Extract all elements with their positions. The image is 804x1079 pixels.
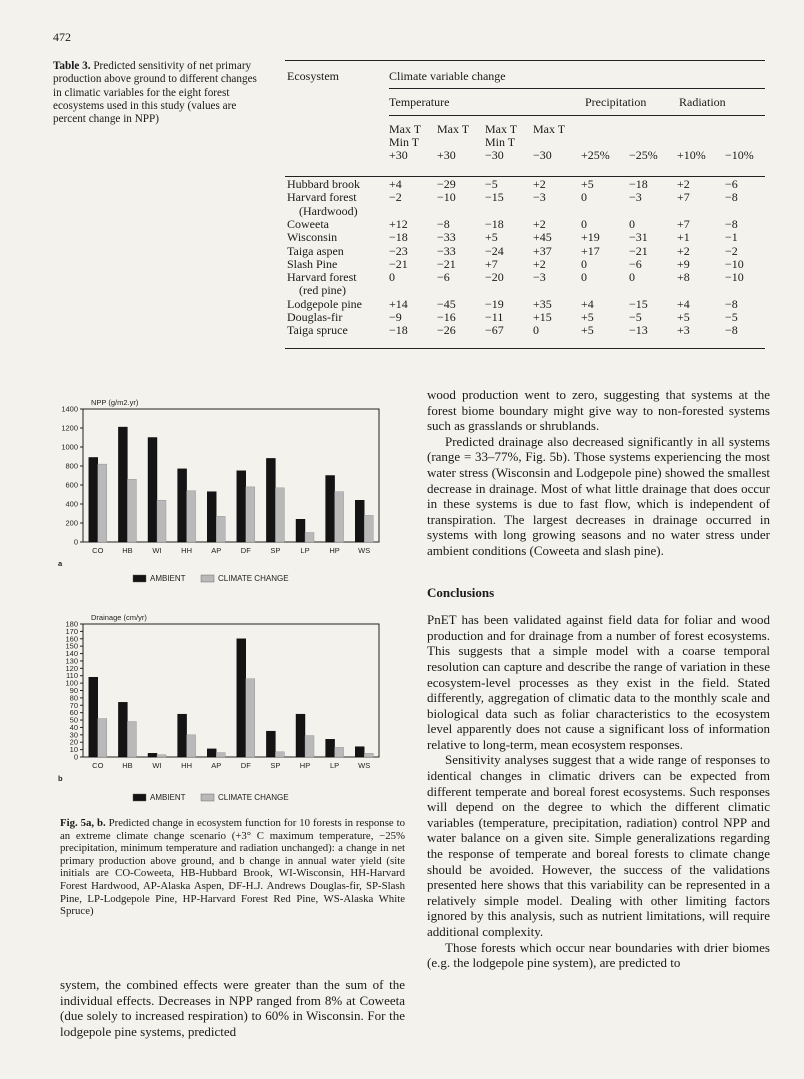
table-cell: −10 [725,256,744,271]
bar-ambient [237,471,246,542]
table-cell: −3 [533,190,546,205]
table-cell: −18 [389,323,408,338]
table-cell: −6 [629,256,642,271]
y-tick-label: 600 [65,480,78,490]
subheader-l1: Max T [437,122,470,136]
bar-ambient [296,519,305,542]
bar-climate-change [157,755,166,757]
row-ecosystem-name: Wisconsin [287,230,338,245]
bar-climate-change [187,491,196,542]
y-tick-label: 200 [65,518,78,528]
table-cell: −15 [629,296,648,311]
table-cell: +2 [533,216,546,231]
table-cell: 0 [389,270,395,285]
y-tick-label: 50 [69,715,78,725]
subheader-l3: +10% [677,148,706,162]
x-tick-label: HB [122,761,133,770]
table-bottom-rule [285,348,765,349]
table-cell: +17 [581,243,600,258]
y-tick-label: 400 [65,499,78,509]
bar-ambient [207,749,216,757]
y-tick-label: 90 [69,686,78,695]
bar-ambient [207,492,216,542]
table-cell: +2 [533,177,546,191]
y-tick-label: 30 [69,730,78,740]
table-cell: −8 [725,216,738,231]
panel-label: b [58,774,63,783]
y-tick-label: 20 [69,737,78,747]
right-column-text [427,387,770,971]
left-column-text [60,977,405,1039]
bar-ambient [178,714,187,757]
x-tick-label: SP [270,761,281,770]
drainage-chart [50,611,390,807]
bar-climate-change [157,500,166,542]
subheader-l1: Max T [485,122,518,136]
table-cell: −1 [725,230,738,245]
subheader-rule [389,115,765,116]
subheader-l2: Min T [389,135,420,149]
table-caption-text: Predicted sensitivity of net primary production above ground to different changes in climatic variables for the eight forest ecosystems used in this study (values are percent change in NPP) [53,60,257,126]
table-cell: +4 [677,296,690,311]
bar-ambient [296,714,305,757]
table-cell: −15 [485,190,504,205]
header-rule [389,88,765,89]
conclusions-paragraph-3: Those forests which occur near boundaries with drier biomes (e.g. the lodgepole pine system), are predicted to [427,939,770,971]
x-tick-label: WS [358,546,371,555]
y-tick-label: 1200 [61,423,78,433]
y-tick-label: 110 [66,671,78,681]
right-paragraph-1: wood production went to zero, suggesting that systems at the forest biome boundary might give way to non-forested systems such as grasslands or shrublands. [427,387,770,434]
bar-ambient [326,476,335,543]
table-cell: 0 [629,216,635,231]
y-tick-label: 120 [65,663,78,673]
chart-title: NPP (g/m2.yr) [91,398,139,407]
bar-ambient [266,731,275,757]
subheader-l3: −30 [533,148,552,162]
table-cell: −9 [389,310,402,324]
table-cell: −67 [485,323,504,338]
y-tick-label: 70 [69,700,78,710]
y-tick-label: 10 [69,745,78,755]
table-cell: +5 [581,177,594,191]
table-cell: +45 [533,230,552,245]
bar-climate-change [305,533,314,543]
x-tick-label: WI [152,761,162,770]
table-cell: 0 [581,190,587,205]
table-cell: +35 [533,296,552,311]
legend-label: AMBIENT [150,793,186,802]
table-cell: +7 [677,190,690,205]
table-cell: +2 [533,256,546,271]
table-cell: +5 [485,230,498,245]
table-cell: +3 [677,323,690,338]
legend-label: CLIMATE CHANGE [218,574,289,583]
conclusions-paragraph-1: PnET has been validated against field data for foliar and wood production and for drainage from a number of forest ecosystems. This suggests that a simple model with a coarse temporal resolution can capture and describe the range of variation in these ecosystem-level processes as they exist in the field. Stated differently, aggregation of climatic data to the monthly scale and biological data such as foliar characteristics to the ecosystem level apparently does not cause a significant loss of information relative to long-term, mean ecosystem responses. [427,612,770,752]
row-ecosystem-name: Coweeta [287,216,329,231]
right-paragraph-2: Predicted drainage also decreased significantly in all systems (range = 33–77%, Fig. 5b). Those systems experiencing the most water stress (Wisconsin and Lodgepole pine) showed the smallest decrease in drainage. Most of what little drainage that does occur in these systems is due to fast flow, which is independent of transpiration. The largest decreases in drainage occurred in systems with long growing seasons and no water stress under ambient conditions (Coweeta and slash pine). [427,433,770,558]
table-cell: 0 [533,323,539,338]
y-tick-label: 130 [65,656,78,666]
y-tick-label: 1400 [61,404,78,414]
table-cell: −16 [437,310,456,324]
subheader-l3: −30 [485,148,504,162]
table-cell: +2 [677,177,690,191]
table-cell: +5 [677,310,690,324]
bar-ambient [148,753,157,757]
table-cell: −5 [485,177,498,191]
bar-climate-change [98,719,107,757]
x-tick-label: AP [211,546,222,555]
left-paragraph: system, the combined effects were greater than the sum of the individual effects. Decreases in NPP ranged from 8% at Coweeta (due solely to increased respiration) to 60% in Wisconsin. For the lodgepole pine systems, predicted [60,977,405,1039]
bar-climate-change [335,747,344,757]
bar-ambient [355,747,364,757]
table-cell: +2 [677,243,690,258]
bar-climate-change [275,488,284,542]
table-cell: +15 [533,310,552,324]
row-ecosystem-name: Harvard forest [287,190,357,205]
row-ecosystem-name: Hubbard brook [287,177,360,191]
row-ecosystem-subname: (red pine) [299,283,346,298]
table-cell: 0 [581,216,587,231]
subheader-l3: −10% [725,148,754,162]
legend-swatch [133,575,146,582]
x-tick-label: DF [240,761,251,770]
table-cell: −13 [629,323,648,338]
bar-ambient [266,458,275,542]
table-cell: +8 [677,270,690,285]
table-cell: −33 [437,230,456,245]
table-cell: −29 [437,177,456,191]
figure-caption-text: Predicted change in ecosystem function for 10 forests in response to an extreme climate change scenario (+3° C maximum temperature, −25% precipitation, minimum temperature and radiation unchanged): a change in net primary production above ground, and b change in annual water yield (site initials are CO-Coweeta, HB-Hubbard Brook, WI-Wisconsin, HH-Harvard Forest Hardwood, AP-Alaska Aspen, DF-H.J. Andrews Douglas-fir, SP-Slash Pine, LP-Lodgepole Pine, HP-Harvard Forest Red Pine, WS-Alaska White Spruce) [60,817,406,918]
y-tick-label: 160 [65,634,78,644]
x-tick-label: LP [300,546,310,555]
table-cell: −24 [485,243,504,258]
table-cell: −6 [725,177,738,191]
table-cell: +5 [581,310,594,324]
legend-label: AMBIENT [150,574,186,583]
table-cell: −8 [725,296,738,311]
y-tick-label: 40 [69,722,78,732]
bar-climate-change [305,736,314,757]
x-tick-label: HP [329,546,340,555]
row-ecosystem-name: Lodgepole pine [287,296,362,311]
x-tick-label: SP [270,546,281,555]
table-cell: −10 [725,270,744,285]
row-ecosystem-name: Harvard forest [287,270,357,285]
table-cell: −19 [485,296,504,311]
table-cell: −6 [437,270,450,285]
table-cell: −18 [485,216,504,231]
table-cell: −31 [629,230,648,245]
panel-label: a [58,559,63,568]
subheader-l3: −25% [629,148,658,162]
subheader-l3: +30 [389,148,408,162]
y-tick-label: 100 [65,678,78,688]
bar-climate-change [275,752,284,757]
table-cell: −18 [389,230,408,245]
bar-ambient [326,739,335,757]
table-cell: −5 [725,310,738,324]
bar-climate-change [335,492,344,542]
table-cell: −23 [389,243,408,258]
bar-ambient [118,702,127,757]
x-tick-label: CO [92,761,104,770]
subheader-l2: Min T [485,135,516,149]
legend-swatch [201,575,214,582]
legend-swatch [133,794,146,801]
table-caption [53,60,268,126]
chart-title: Drainage (cm/yr) [91,613,147,622]
bar-climate-change [246,487,255,542]
legend-label: CLIMATE CHANGE [218,793,289,802]
x-tick-label: HP [299,761,311,770]
table-cell: −11 [485,310,504,324]
subheader-l1: Max T [533,122,566,136]
subheader-l3: +25% [581,148,610,162]
table-cell: +4 [581,296,594,311]
figure-caption-label: Fig. 5a, b. [60,817,106,829]
bar-ambient [89,677,98,757]
y-tick-label: 800 [65,461,78,471]
legend-swatch [201,794,214,801]
table-cell: +9 [677,256,690,271]
table-cell: −21 [389,256,408,271]
bar-climate-change [127,479,136,542]
table-cell: −18 [629,177,648,191]
bar-ambient [178,469,187,542]
bar-ambient [89,457,98,542]
table-cell: +19 [581,230,600,245]
table-cell: −8 [725,190,738,205]
table-cell: −3 [533,270,546,285]
table-cell: +5 [581,323,594,338]
table-cell: −8 [725,323,738,338]
bar-ambient [118,427,127,542]
y-tick-label: 80 [69,693,78,703]
bar-climate-change [187,735,196,757]
x-tick-label: AP [211,761,222,770]
bar-ambient [148,438,157,543]
page-number: 472 [53,30,71,44]
npp-chart [50,396,390,588]
table-cell: −45 [437,296,456,311]
y-tick-label: 60 [69,708,78,718]
header-climate-variable: Climate variable change [389,69,506,83]
table-cell: −2 [389,190,402,205]
header-ecosystem: Ecosystem [287,69,339,83]
table-cell: −10 [437,190,456,205]
y-tick-label: 0 [73,752,78,762]
table-cell: −33 [437,243,456,258]
bar-climate-change [364,515,373,542]
y-tick-label: 180 [65,619,78,629]
bar-climate-change [216,516,225,542]
table-top-rule [285,60,765,61]
table-cell: +37 [533,243,552,258]
row-ecosystem-name: Slash Pine [287,256,338,271]
table-cell: −8 [437,216,450,231]
x-tick-label: HH [181,546,193,555]
y-tick-label: 150 [65,641,78,651]
bar-ambient [355,500,364,542]
row-ecosystem-name: Douglas-fir [287,310,343,324]
conclusions-paragraph-2: Sensitivity analyses suggest that a wide range of responses to identical changes in climatic drivers can be expected from different temperate and boreal forest ecosystems. Such responses will depend on the degree to which the different climatic variables (temperature, precipitation, radiation) control NPP and water balance on a given site. Simple generalizations regarding the response of temperate and boreal forests to climate change should be avoided. However, the success of the validations presented here shows that this variability can be represented in a relatively simple model. Dealing with other limiting factors ignored by this analysis, such as nutrient limitations, will require additional complexity. [427,752,770,939]
header-radiation: Radiation [679,95,726,109]
bar-climate-change [98,464,107,542]
subheader-l1: Max T [389,122,422,136]
table-cell: 0 [581,270,587,285]
subheader-l3: +30 [437,148,456,162]
table-cell: −3 [629,190,642,205]
bar-climate-change [216,753,225,757]
y-tick-label: 0 [73,537,78,547]
x-tick-label: WI [152,546,162,555]
x-tick-label: CO [92,546,104,555]
bar-climate-change [246,679,255,757]
table-cell: −21 [437,256,456,271]
table-cell: +1 [677,230,690,245]
table-cell: +12 [389,216,408,231]
header-temperature: Temperature [389,95,450,109]
x-tick-label: WS [358,761,371,770]
table-cell: 0 [581,256,587,271]
table-cell: −2 [725,243,738,258]
y-tick-label: 1000 [61,442,78,452]
table-cell: +7 [485,256,498,271]
conclusions-heading: Conclusions [427,584,495,600]
table-caption-label: Table 3. [53,60,91,72]
y-tick-label: 170 [65,626,78,636]
bar-ambient [237,639,246,757]
table-cell: +7 [677,216,690,231]
header-precipitation: Precipitation [585,95,647,109]
row-ecosystem-subname: (Hardwood) [299,203,358,218]
table-cell: +14 [389,296,408,311]
row-ecosystem-name: Taiga spruce [287,323,348,338]
x-tick-label: LP [330,761,340,770]
table-cell: −5 [629,310,642,324]
x-tick-label: DF [240,546,251,555]
bar-climate-change [364,753,373,757]
table-cell: 0 [629,270,635,285]
x-tick-label: HB [122,546,133,555]
table-cell: −21 [629,243,648,258]
table-cell: −26 [437,323,456,338]
x-tick-label: HH [181,761,193,770]
table-cell: −20 [485,270,504,285]
y-tick-label: 140 [65,649,78,659]
table-cell: +4 [389,177,402,191]
row-ecosystem-name: Taiga aspen [287,243,344,258]
figure-caption [60,817,405,918]
bar-climate-change [127,722,136,757]
